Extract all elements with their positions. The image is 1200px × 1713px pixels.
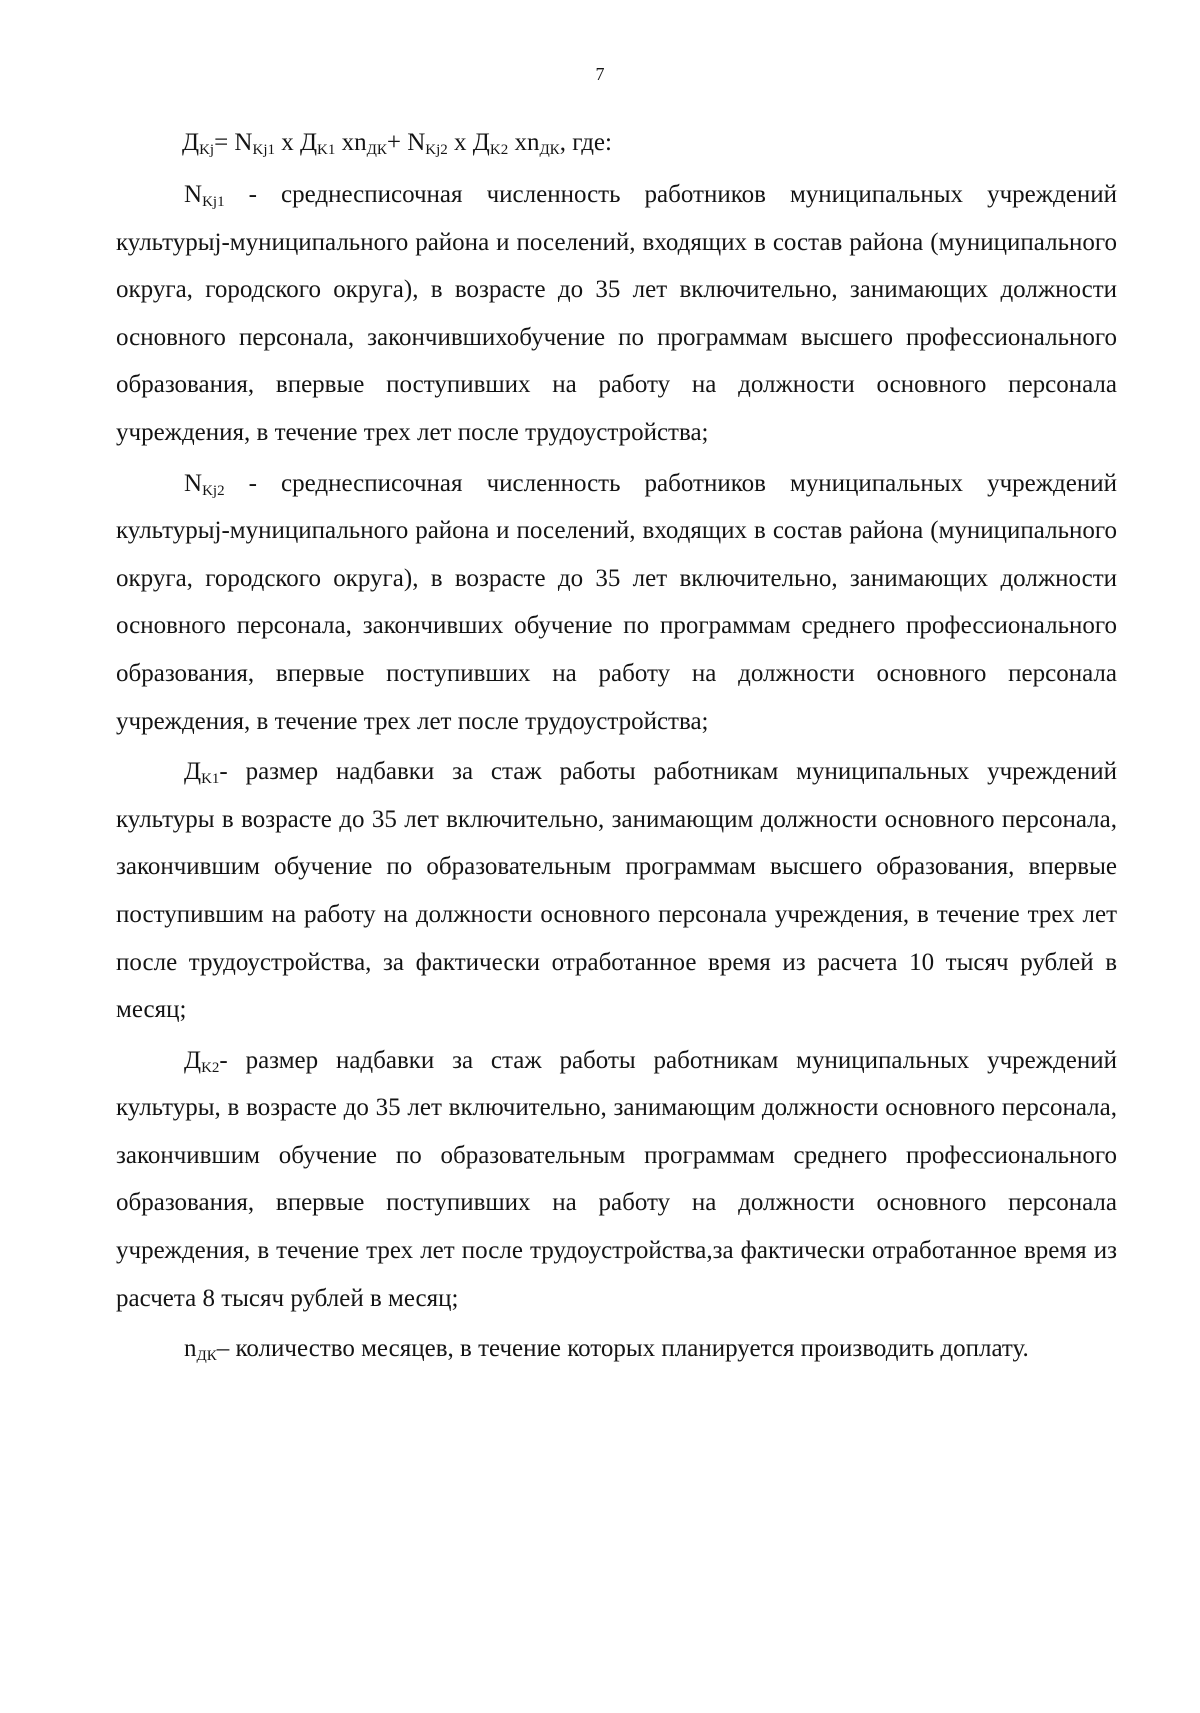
definition-symbol-sub: K1 [201, 771, 220, 788]
definition-symbol: N [184, 181, 203, 208]
formula [182, 115, 1117, 171]
formula-sub-kj: Kj [199, 142, 215, 159]
definition-symbol-sub: K2 [201, 1059, 220, 1076]
document-body [116, 115, 1117, 1373]
definition-symbol: Д [184, 758, 202, 786]
formula-sub-kj1: Kj1 [252, 142, 275, 159]
definition-text: размер надбавки за стаж работы работникам муниципальных учреждений культуры в возрасте до 35 лет включительно, занимающим должности основного персонала, закончившим обучение по образовательным программам высшего образования, впервые поступившим на работу на должности основного персонала учреждения, в течение трех лет после трудоустройства, за фактически отработанное время из расчета 10 тысяч рублей в месяц; [116, 758, 1117, 1024]
formula-sub-dk2: ДК [539, 142, 560, 159]
formula-times-d: x Д [274, 129, 318, 156]
definition-text: размер надбавки за стаж работы работникам муниципальных учреждений культуры, в возрасте до 35 лет включительно, занимающим должности основного персонала, закончившим обучение по образовательным программам среднего профессионального образования, впервые поступивших на работу на должности основного персонала учреждения, в течение трех лет после трудоустройства,за фактически отработанное время из расчета 8 тысяч рублей в месяц; [116, 1046, 1117, 1312]
definition-text: среднесписочная численность работников муниципальных учреждений культурыj-муниципального района и поселений, входящих в состав района (муниципального округа, городского округа), в возрасте до 35 лет включительно, занимающих должности основного персонала, закончившихобучение по программам высшего профессионального образования, впервые поступивших на работу на должности основного персонала учреждения, в течение трех лет после трудоустройства; [116, 181, 1117, 446]
formula-sub-k1: K1 [317, 142, 336, 159]
definition-dash: - [219, 1046, 246, 1074]
formula-xn2: xn [508, 129, 540, 156]
formula-n: N [234, 129, 253, 156]
formula-xn: xn [335, 129, 367, 156]
definition-symbol-sub: ДК [196, 1348, 217, 1365]
definition-dash: – [216, 1335, 236, 1363]
definition-dk2 [116, 1037, 1117, 1323]
definition-symbol: N [184, 469, 203, 497]
formula-plus-n: + N [386, 129, 426, 156]
formula-eq: = [214, 129, 235, 156]
definition-nkj2 [116, 460, 1117, 746]
definition-dash: - [219, 758, 246, 786]
definition-dk1 [116, 748, 1117, 1034]
definition-dash: - [224, 469, 281, 497]
formula-times-d2: x Д [447, 129, 490, 156]
definition-dash: - [224, 181, 281, 208]
formula-sub-k2: K2 [489, 142, 509, 159]
formula-tail: , где: [559, 129, 612, 156]
definition-symbol: Д [184, 1046, 202, 1074]
definition-text: количество месяцев, в течение которых планируется производить доплату. [235, 1335, 1029, 1363]
definition-text: среднесписочная численность работников муниципальных учреждений культурыj-муниципального района и поселений, входящих в состав района (муниципального округа, городского округа), в возрасте до 35 лет включительно, занимающих должности основного персонала, закончивших обучение по программам среднего профессионального образования, впервые поступивших на работу на должности основного персонала учреждения, в течение трех лет после трудоустройства; [116, 469, 1117, 735]
formula-d: Д [182, 129, 200, 156]
formula-sub-dk: ДК [366, 142, 387, 159]
definition-symbol-sub: Kj2 [202, 482, 225, 499]
page-number: 7 [595, 64, 605, 84]
definition-nkj1 [116, 171, 1117, 457]
definition-symbol-sub: Kj1 [202, 194, 225, 211]
formula-sub-kj2: Kj2 [425, 142, 448, 159]
definition-symbol: n [184, 1335, 197, 1363]
definition-ndk [116, 1325, 1117, 1373]
